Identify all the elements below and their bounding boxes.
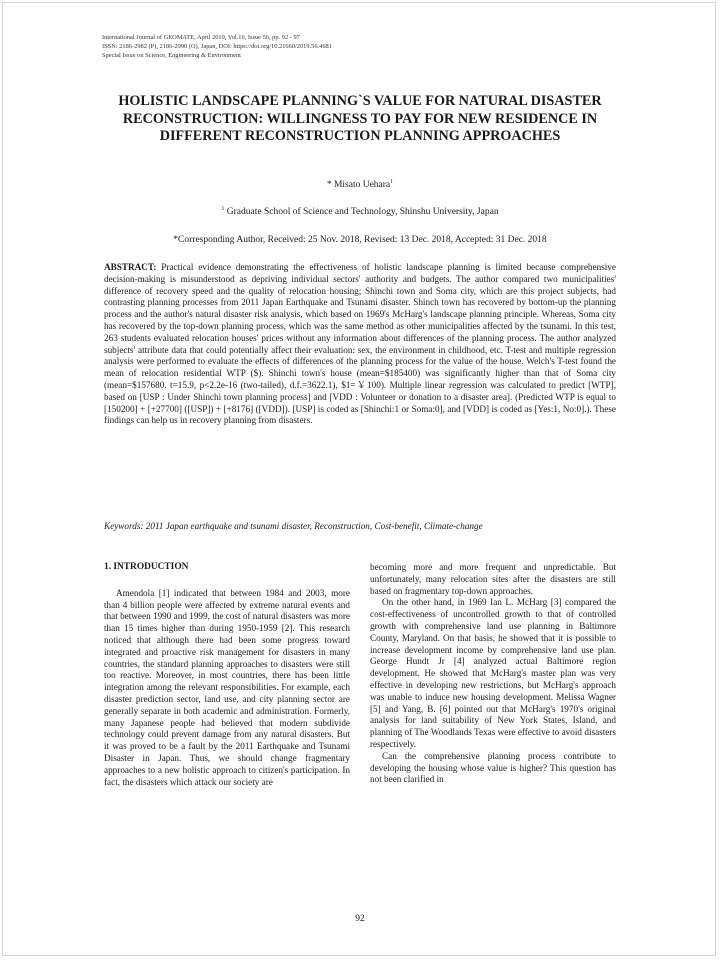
column-left [104,562,350,788]
corresponding-info: *Corresponding Author, Received: 25 Nov. 2018, Revised: 13 Dec. 2018, Accepted: 31 Dec. 2018 [173,235,547,245]
affiliation-text: Graduate School of Science and Technology, Shinshu University, Japan [224,207,499,217]
intro-paragraph-continued: becoming more and more frequent and unpredictable. But unfortunately, many relocation sites after the disasters are still based on fragmentary top-down approaches. [370,562,616,596]
affiliation [100,207,620,217]
author-asterisk: * [326,180,334,190]
author-affil-mark: 1 [390,178,394,185]
column-right [370,562,616,786]
journal-issn-doi: ISSN: 2186-2982 (P), 2186-2990 (O), Japan, DOI: https://doi.org/10.21660/2019.56.4681 [102,43,332,50]
abstract-text: Practical evidence demonstrating the effectiveness of holistic landscape planning is limited because comprehensive decision-making is misunderstood as depriving individual sectors' authority and budgets. The author compared two municipalities' difference of recovery speed and the quality of relocation housing; Shinchi town and Soma city, which are this project subjects, had contrasting planning processes from 2011 Japan Earthquake and Tsunami disaster. Shinch town has recovered by bottom-up the planning process and the author's natural disaster risk analysis, which based on 1969's McHarg's landscape planning principle. Whereas, Soma city has recovered by the top-down planning process, which was the same method as other municipalities affected by the tsunami. In this test, 263 students evaluated relocation houses' prices without any information about differences of the planning process. The author analyzed subjects' attribute data that could potentially affect their evaluation: sex, the environment in childhood, etc. T-test and multiple regression analysis were performed to evaluate the effects of differences of the planning process for the value of the house. Welch's T-test found the mean of relocation residential WTP ($). Shinchi town's house (mean=$185400) was significantly higher than that of Soma city (mean=$157680. t=15.9, p<2.2e-16 (two-tailed), d.f.=3622.1), $1=￥100). Multiple linear regression was calculated to predict [WTP], based on [USP : Under Shinchi town planning process] and [VDD : Volunteer or donation to a disaster area]. (Predicted WTP is equal to [150200] + [+27700] ([USP]) + [+8176] ([VDD]). [USP] is coded as [Shinchi:1 or Soma:0], and [VDD] is coded as [Yes:1, No:0].). These findings can help us in recovery planning from disasters. [104,262,616,426]
keywords: Keywords: 2011 Japan earthquake and tsunami disaster, Reconstruction, Cost-benefit, Climate-change [104,521,483,531]
paper-title: HOLISTIC LANDSCAPE PLANNING`S VALUE FOR NATURAL DISASTER RECONSTRUCTION: WILLINGNESS TO PAY FOR NEW RESIDENCE IN DIFFERENT RECONSTRUCTION PLANNING APPROACHES [118,93,602,144]
author-name: Misato Uehara [333,180,391,190]
page-number: 92 [355,914,365,924]
abstract [104,262,616,427]
journal-header [102,33,622,60]
author-line [100,180,620,190]
section-heading: 1. INTRODUCTION [104,562,189,572]
journal-citation: International Journal of GEOMATE, April 2019, Vol.16, Issue 56, pp. 92 - 97 [102,34,300,41]
abstract-label: ABSTRACT: [104,262,157,272]
intro-paragraph: On the other hand, in 1969 Ian L. McHarg [3] compared the cost-effectiveness of uncontrolled growth to that of controlled growth with comprehensive land use planning in Baltimore County, Maryland. On that basis, he showed that it is possible to increase development income by comprehensive land use plan. George Hundt Jr [4] analyzed actual Baltimore region development. He showed that McHarg's master plan was very effective in developing new restrictions, but McHarg's approach was unable to induce new housing development. Melissa Wagner [5] and Yang, B. [6] pointed out that McHarg's 1970's original analysis for land suitability of New York States, Island, and planning of The Woodlands Texas were effective to avoid disasters respectively. [370,597,616,749]
intro-paragraph: Can the comprehensive planning process contribute to developing the housing whose value is higher? This question has not been clarified in [370,750,616,785]
affiliation-mark: 1 [221,205,225,212]
journal-special-issue: Special Issue on Science, Engineering & Environment [102,52,241,59]
intro-paragraph: Amendola [1] indicated that between 1984 and 2003, more than 4 billion people were affected by extreme natural events and that between 1990 and 1999, the cost of natural disasters was more than 15 times higher than during 1950-1959 [2]. This research noticed that although there had been some progress toward integrated and proactive risk management for disasters in many countries, the standard planning approaches to disasters were still too reactive. Moreover, in most countries, there has been little integration among the relevant responsibilities. For example, each disaster prediction sector, land use, and city planning sector are generally separate in both academic and administration. Formerly, many Japanese people had believed that modern subdivide technology could prevent damage from any natural disasters. But it was proved to be a fault by the 2011 Earthquake and Tsunami Disaster in Japan. Thus, we should change fragmentary approaches to a new holistic approach to citizen's participation. In fact, the disasters which attack our society are [104,587,350,787]
